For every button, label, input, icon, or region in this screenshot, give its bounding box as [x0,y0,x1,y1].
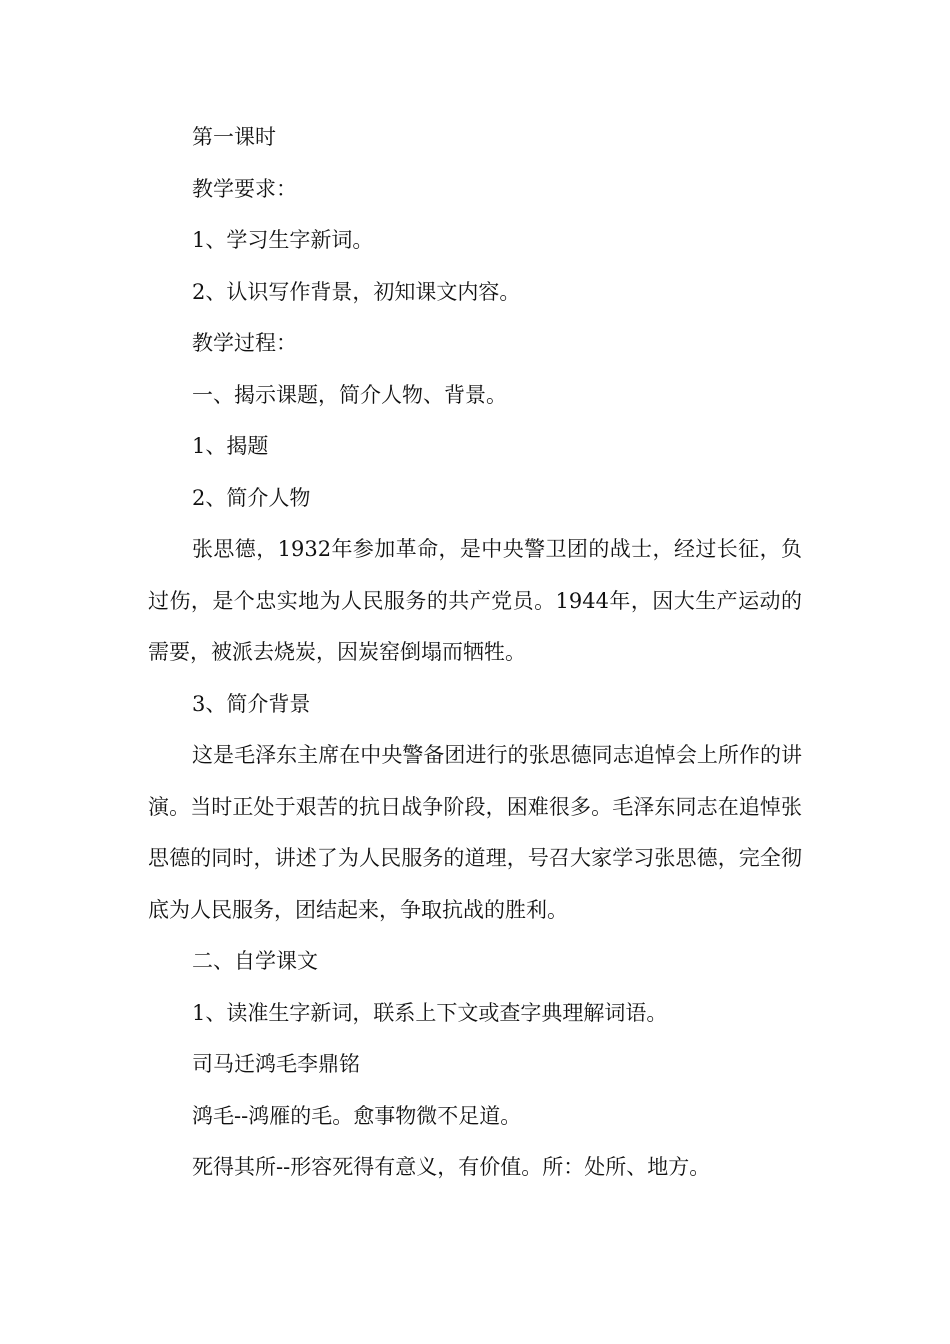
process-step-2: 二、自学课文 [192,949,318,973]
definition-hongmao: 鸿毛--鸿雁的毛。愈事物微不足道。 [192,1103,522,1128]
substep-introduce-background: 3、简介背景 [192,691,311,716]
substep-introduce-person: 2、简介人物 [192,485,311,510]
lesson-heading: 第一课时 [192,125,276,149]
section-heading-requirements: 教学要求： [192,176,297,201]
self-study-item-1: 1、读准生字新词，联系上下文或查字典理解词语。 [192,1000,668,1025]
section-heading-process: 教学过程： [192,331,297,355]
document-body [148,112,802,1194]
vocabulary-list: 司马迁鸿毛李鼎铭 [192,1052,360,1076]
process-step-1: 一、揭示课题，简介人物、背景。 [192,382,507,407]
background-text: 这是毛泽东主席在中央警备团进行的张思德同志追悼会上所作的讲演。当时正处于艰苦的抗日战争阶段，困难很多。毛泽东同志在追悼张思德的同时，讲述了为人民服务的道理，号召大家学习张思德，完全彻底为人民服务，团结起来，争取抗战的胜利。 [148,743,802,922]
requirement-item-1: 1、学习生字新词。 [192,228,374,252]
person-introduction-text: 张思德，1932年参加革命，是中央警卫团的战士，经过长征，负过伤，是个忠实地为人民服务的共产党员。1944年，因大生产运动的需要，被派去烧炭，因炭窑倒塌而牺牲。 [148,537,802,664]
requirement-item-2: 2、认识写作背景，初知课文内容。 [192,279,521,304]
definition-sidеqisuo: 死得其所--形容死得有意义，有价值。所：处所、地方。 [192,1155,711,1179]
substep-reveal-title: 1、揭题 [192,434,269,458]
